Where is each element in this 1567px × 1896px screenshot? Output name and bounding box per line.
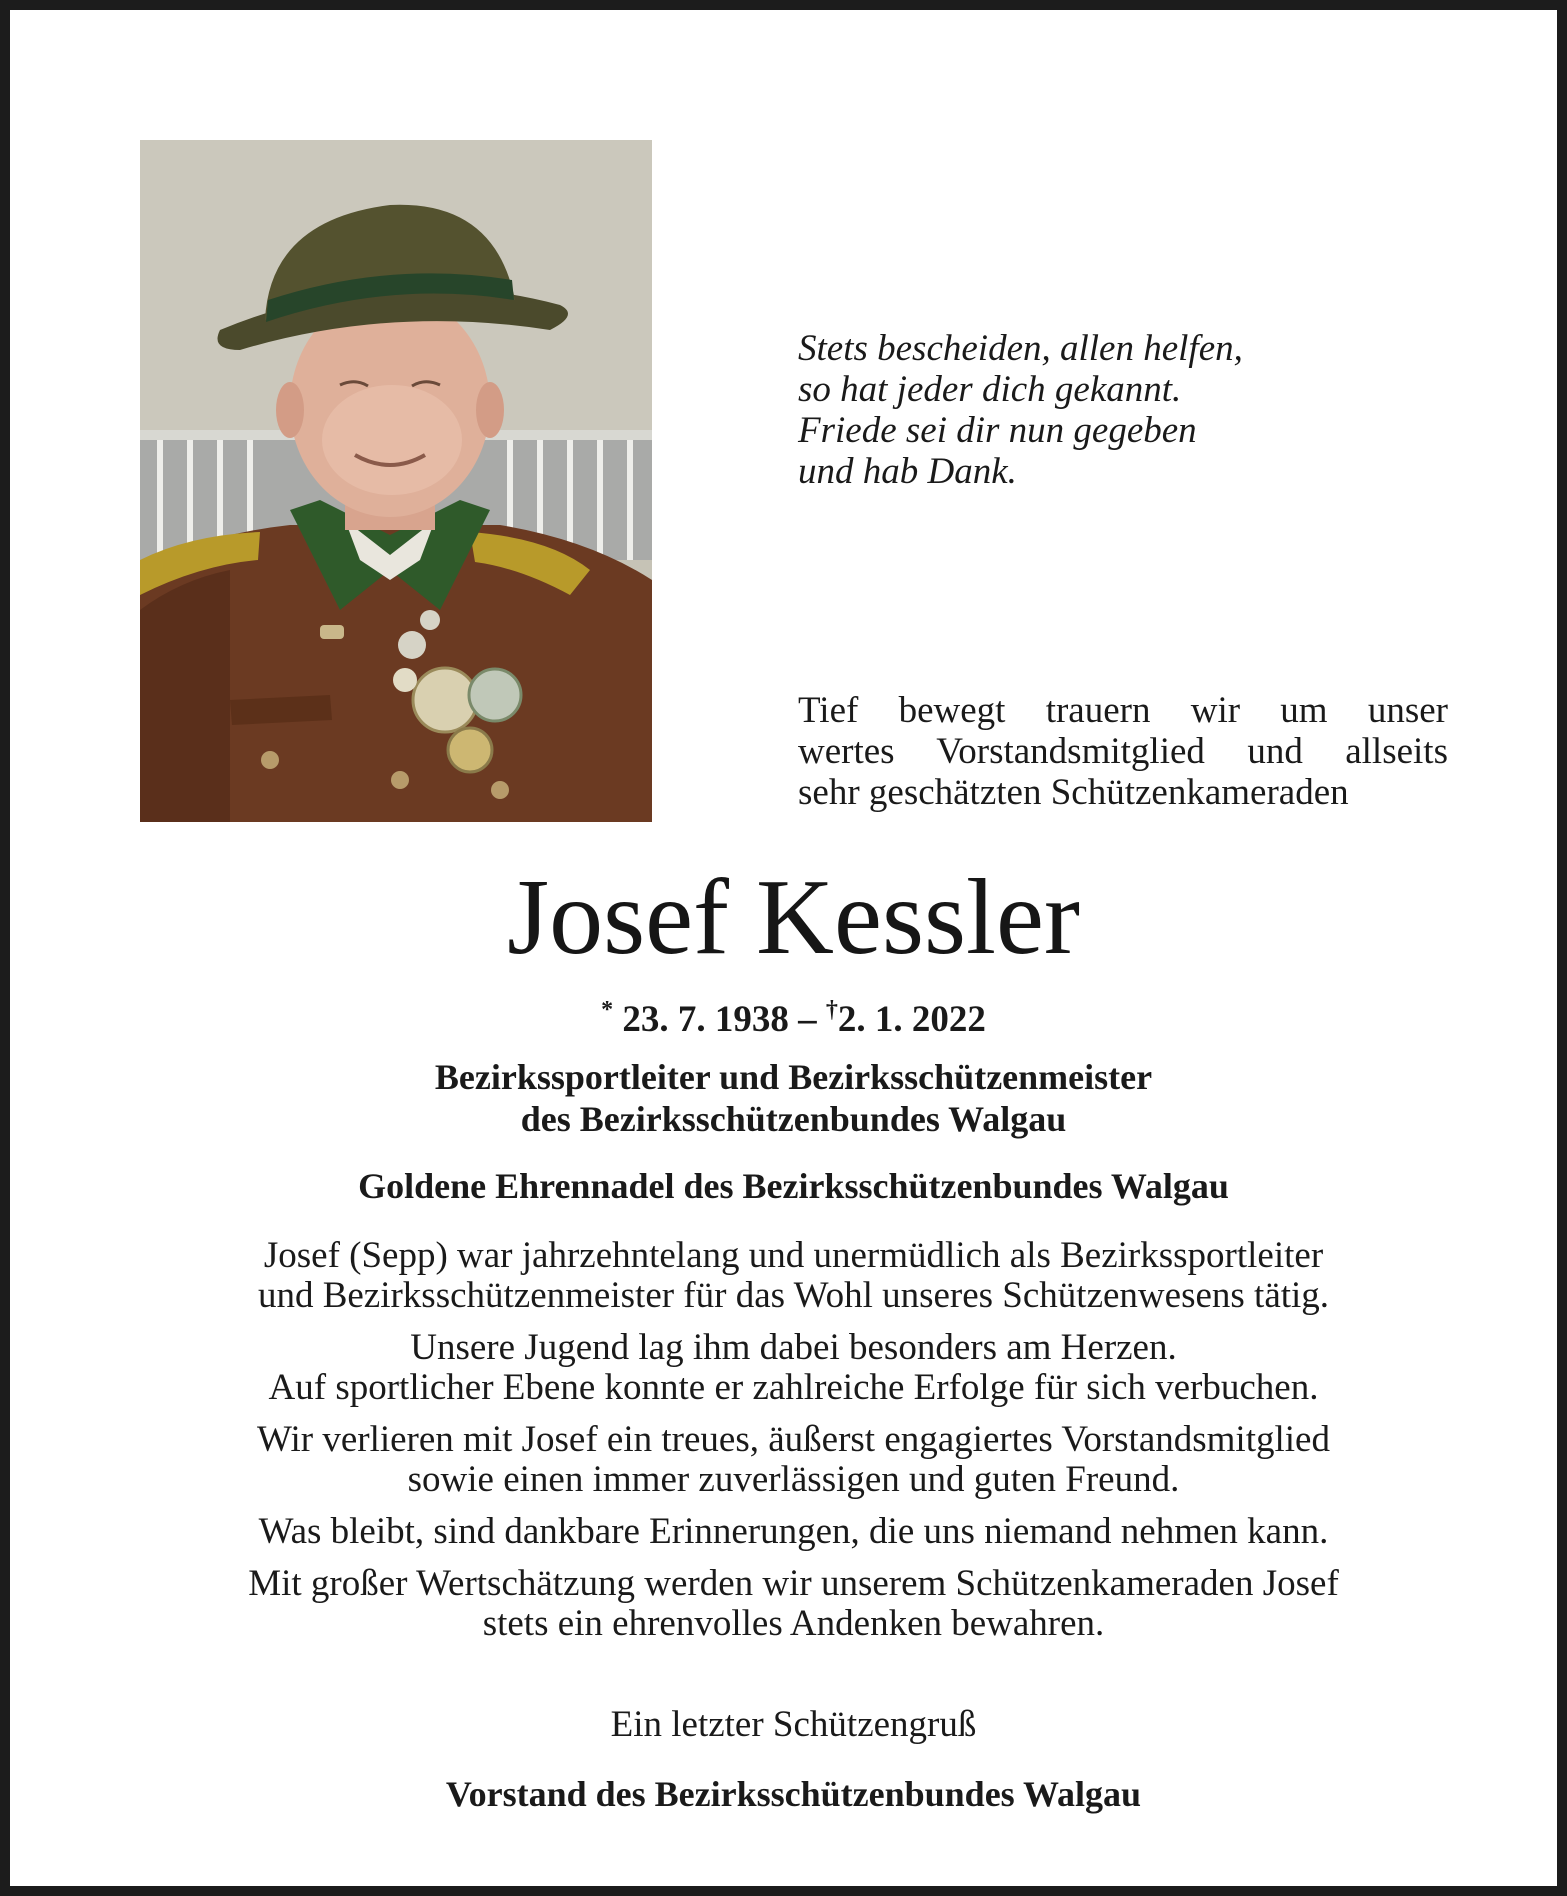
tribute-line: sowie einen immer zuverlässigen und guten Freund. — [407, 1459, 1180, 1500]
poem-verse — [798, 328, 1458, 492]
tribute-line: Josef (Sepp) war jahrzehntelang und unermüdlich als Bezirkssportleiter — [263, 1235, 1324, 1276]
birth-symbol: * — [601, 997, 614, 1023]
portrait-photo — [140, 140, 652, 822]
death-date: 2. 1. 2022 — [837, 999, 986, 1040]
date-separator: – — [798, 999, 817, 1040]
signature-board: Vorstand des Bezirksschützenbundes Walgau — [445, 1774, 1142, 1814]
tribute-line: Mit großer Wertschätzung werden wir unserem Schützenkameraden Josef — [248, 1563, 1339, 1604]
poem-line: so hat jeder dich gekannt. — [798, 369, 1182, 410]
death-symbol: † — [825, 997, 838, 1023]
tribute-line: Unsere Jugend lag ihm dabei besonders am Herzen. — [410, 1327, 1177, 1368]
tribute-line: und Bezirksschützenmeister für das Wohl unseres Schützenwesens tätig. — [257, 1275, 1330, 1316]
birth-date: 23. 7. 1938 — [622, 999, 789, 1040]
tribute-paragraph — [10, 1328, 1567, 1408]
role-line: Bezirkssportleiter und Bezirksschützenmeister — [434, 1057, 1153, 1097]
tribute-paragraph — [10, 1420, 1567, 1500]
tribute-line: Wir verlieren mit Josef ein treues, äußerst engagiertes Vorstandsmitglied — [257, 1419, 1330, 1460]
honor-award: Goldene Ehrennadel des Bezirksschützenbundes Walgau — [358, 1166, 1229, 1206]
life-dates — [10, 988, 1567, 1042]
poem-line: Friede sei dir nun gegeben — [798, 410, 1197, 451]
mourning-line: wertes Vorstandsmitglied und allseits — [798, 731, 1448, 772]
tribute-line: Auf sportlicher Ebene konnte er zahlreiche Erfolge für sich verbuchen. — [268, 1367, 1319, 1408]
tribute-line: Was bleibt, sind dankbare Erinnerungen, die uns niemand nehmen kann. — [258, 1511, 1329, 1552]
poem-line: Stets bescheiden, allen helfen, — [798, 328, 1243, 369]
tribute-paragraph — [10, 1236, 1567, 1316]
deceased-name: Josef Kessler — [507, 858, 1080, 977]
role-description — [10, 1056, 1567, 1140]
role-line: des Bezirksschützenbundes Walgau — [520, 1099, 1067, 1139]
farewell-greeting: Ein letzter Schützengruß — [610, 1704, 977, 1745]
poem-line: und hab Dank. — [798, 451, 1017, 492]
tribute-line: stets ein ehrenvolles Andenken bewahren. — [482, 1603, 1105, 1644]
mourning-line: Tief bewegt trauern wir um unser — [798, 690, 1448, 731]
mourning-line: sehr geschätzten Schützenkameraden — [798, 772, 1349, 813]
tribute-body — [10, 1236, 1567, 1656]
mourning-statement — [798, 690, 1448, 813]
tribute-paragraph — [10, 1512, 1567, 1552]
tribute-paragraph — [10, 1564, 1567, 1644]
portrait-illustration — [140, 140, 652, 822]
